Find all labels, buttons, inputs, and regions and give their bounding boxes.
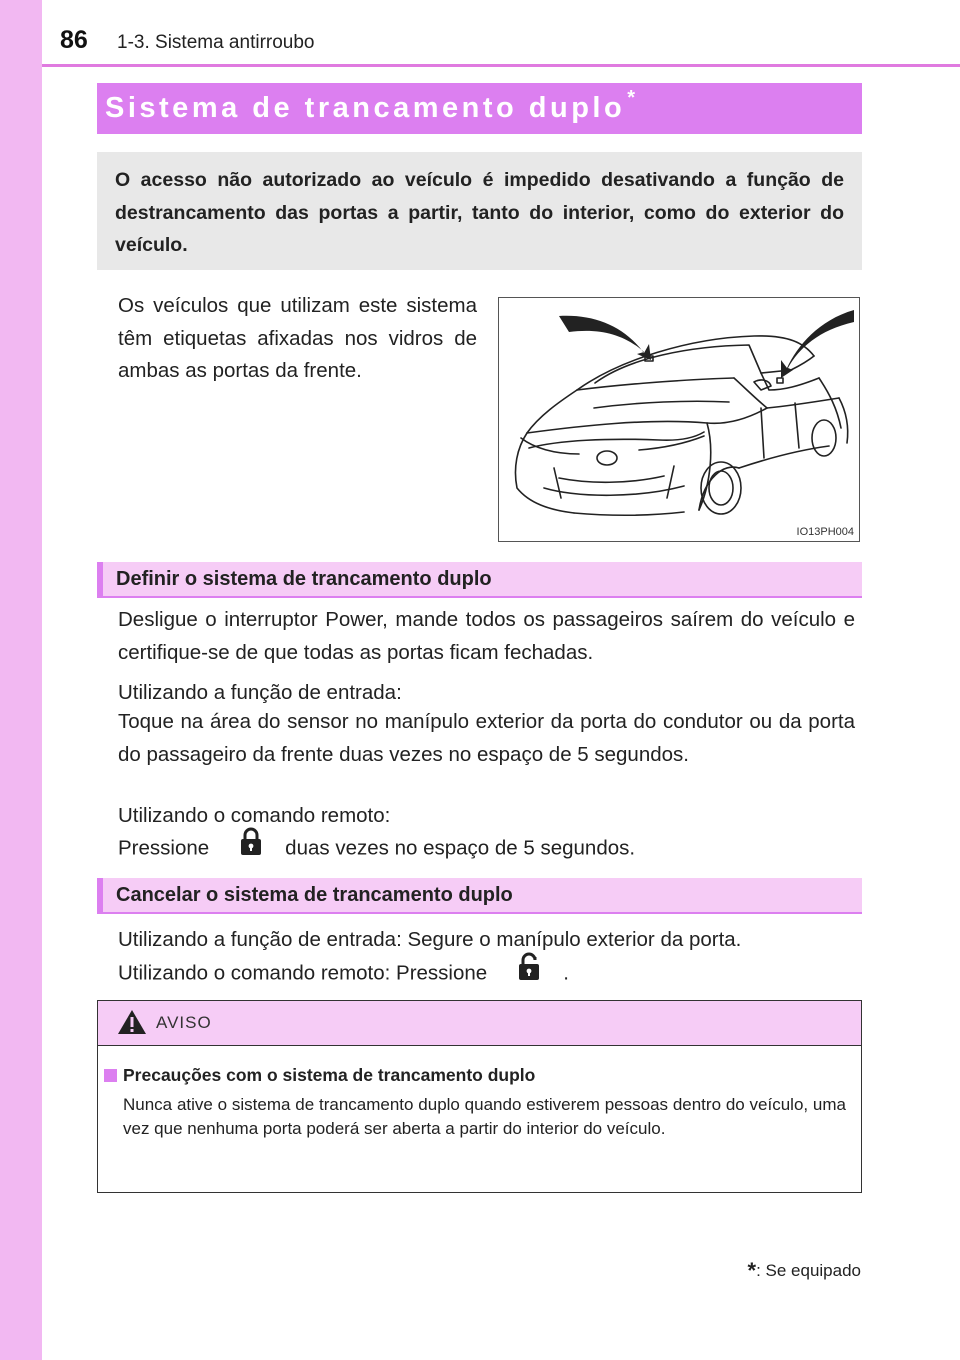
- vehicles-paragraph: Os veículos que utilizam este sistema têm etiquetas afixadas nos vidros de ambas as portas da frente.: [118, 294, 477, 382]
- section-heading-set-text: Definir o sistema de trancamento duplo: [116, 568, 492, 590]
- car-illustration-icon: [499, 298, 859, 541]
- section-heading-cancel-text: Cancelar o sistema de trancamento duplo: [116, 884, 513, 906]
- intro-text: O acesso não autorizado ao veículo é impedido desativando a função de destrancamento das portas a partir, tanto do interior, como do exterior do veículo.: [115, 169, 844, 256]
- warning-label: AVISO: [156, 1013, 212, 1032]
- page-number: 86: [60, 26, 88, 54]
- set-press-before: Pressione: [118, 836, 210, 860]
- set-press-after: duas vezes no espaço de 5 segundos.: [285, 836, 636, 860]
- header-divider: [42, 64, 960, 67]
- page-title: [105, 87, 635, 125]
- warning-header: [98, 1001, 861, 1046]
- page-title-text: Sistema de trancamento duplo: [105, 92, 626, 124]
- side-strip: [0, 0, 42, 1360]
- set-entry-label: Utilizando a função de entrada:: [118, 681, 402, 704]
- set-remote-line: [118, 829, 855, 870]
- warning-subheading: [104, 1065, 535, 1086]
- section-heading-cancel: [97, 878, 862, 914]
- cancel-remote-line: [118, 954, 855, 995]
- car-figure: [498, 297, 860, 542]
- figure-code: IO13PH004: [796, 526, 854, 538]
- section-heading-set: [97, 562, 862, 598]
- footnote-asterisk: *: [747, 1258, 757, 1283]
- unlock-icon: [517, 951, 541, 992]
- square-bullet-icon: [104, 1069, 117, 1082]
- warning-box: [97, 1000, 862, 1193]
- cancel-remote-after: .: [563, 961, 569, 985]
- set-entry-text: Toque na área do sensor no manípulo exterior da porta do condutor ou da porta do passageiro da frente duas vezes no espaço de 5 segundos.: [118, 710, 855, 766]
- set-remote-label: Utilizando o comando remoto:: [118, 804, 391, 827]
- title-banner: [97, 83, 862, 134]
- cancel-entry-line: Utilizando a função de entrada: Segure o manípulo exterior da porta.: [118, 928, 742, 951]
- warning-triangle-icon: [117, 1009, 147, 1040]
- warning-subheading-text: Precauções com o sistema de trancamento duplo: [123, 1065, 536, 1085]
- section-header: 1-3. Sistema antirroubo: [117, 32, 315, 53]
- set-paragraph-1: Desligue o interruptor Power, mande todos os passageiros saírem do veículo e certifique-se de que todas as portas ficam fechadas.: [118, 608, 855, 664]
- lock-icon: [239, 826, 263, 867]
- footnote-text: : Se equipado: [756, 1261, 861, 1280]
- intro-box: [97, 152, 862, 270]
- warning-body: Nunca ative o sistema de trancamento duplo quando estiverem pessoas dentro do veículo, uma vez que nenhuma porta poderá ser aberta a partir do interior do veículo.: [123, 1095, 846, 1138]
- footnote: [748, 1256, 861, 1282]
- cancel-remote-before: Utilizando o comando remoto: Pressione: [118, 961, 488, 985]
- title-asterisk: *: [627, 87, 635, 109]
